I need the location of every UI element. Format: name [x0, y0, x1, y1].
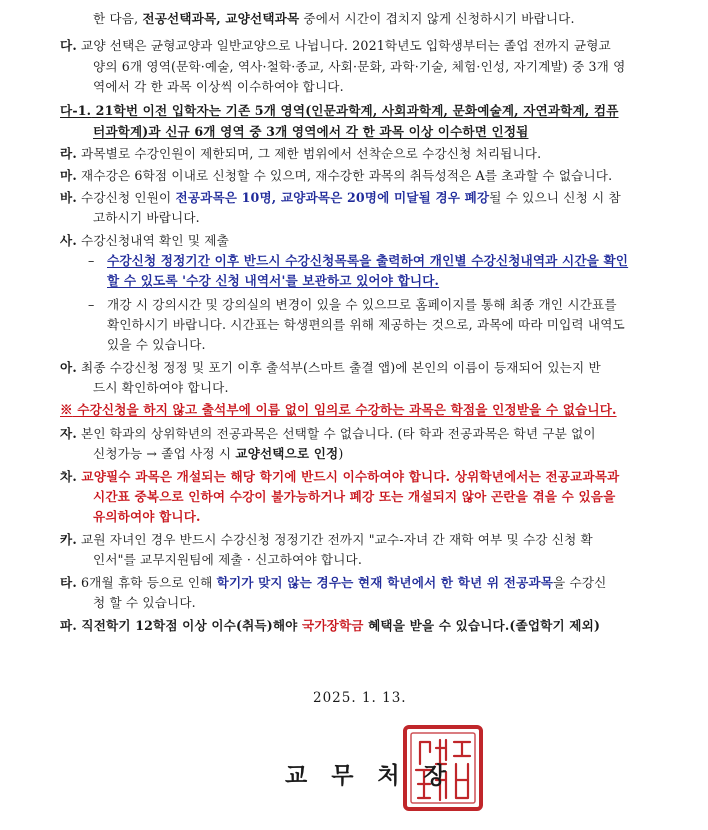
notice-item-da: 다. 교양 선택은 균형교양과 일반교양으로 나뉩니다. 2021학년도 입학생부터는 졸업 전까지 균형교: [60, 38, 611, 53]
notice-item-pa: 파. 직전학기 12학점 이상 이수(취득)해야 국가장학금 혜택을 받을 수 있습니다.(졸업학기 제외): [60, 618, 601, 633]
notice-line: 할 수 있도록 '수강 신청 내역서'를 보관하고 있어야 합니다.: [107, 273, 440, 288]
notice-bullet-dash: –: [88, 253, 95, 268]
notice-item-ra: 라. 과목별로 수강인원이 제한되며, 그 제한 범위에서 선착순으로 수강신청 처리됩니다.: [60, 146, 542, 161]
notice-line: 드시 확인하여야 합니다.: [93, 380, 229, 395]
notice-line: 역에서 각 한 과목 이상씩 이수하여야 합니다.: [93, 79, 344, 94]
issuing-office: 교무처장: [285, 762, 470, 789]
notice-warning: ※ 수강신청을 하지 않고 출석부에 이름 없이 임의로 수강하는 과목은 학점을 인정받을 수 없습니다.: [60, 402, 617, 417]
notice-line: 터과학계)과 신규 6개 영역 중 3개 영역에서 각 한 과목 이상 이수하면 인정됨: [93, 124, 529, 139]
notice-item-ta: 타. 6개월 휴학 등으로 인해 학기가 맞지 않는 경우는 현재 학년에서 한 학년 위 전공과목을 수강신: [60, 575, 607, 590]
notice-item-ja: 자. 본인 학과의 상위학년의 전공과목은 선택할 수 없습니다. (타 학과 전공과목은 학년 구분 없이: [60, 426, 596, 441]
notice-item-da-1: 다-1. 21학번 이전 입학자는 기존 5개 영역(인문과학계, 사회과학계, 문화예술계, 자연과학계, 컴퓨: [60, 103, 619, 118]
notice-item-a: 아. 최종 수강신청 정정 및 포기 이후 출석부(스마트 출결 앱)에 본인의 이름이 등재되어 있는지 반: [60, 360, 601, 375]
notice-line: 신청가능 → 졸업 사정 시 교양선택으로 인정): [93, 446, 344, 461]
notice-line: 한 다음, 전공선택과목, 교양선택과목 중에서 시간이 겹치지 않게 신청하시기 바랍니다.: [93, 11, 575, 26]
notice-item-ba: 바. 수강신청 인원이 전공과목은 10명, 교양과목은 20명에 미달될 경우 폐강될 수 있으니 신청 시 참: [60, 190, 621, 205]
notice-line: 확인하시기 바랍니다. 시간표는 학생편의를 위해 제공하는 것으로, 과목에 따라 미입력 내역도: [107, 317, 625, 332]
notice-item-cha: 차. 교양필수 과목은 개설되는 해당 학기에 반드시 이수하여야 합니다. 상위학년에서는 전공교과목과: [60, 469, 620, 484]
notice-line: 있을 수 있습니다.: [107, 337, 206, 352]
notice-line: 인서"를 교무지원팀에 제출 · 신고하여야 합니다.: [93, 552, 363, 567]
notice-line: 고하시기 바랍니다.: [93, 210, 200, 225]
notice-line: 유의하여야 합니다.: [93, 509, 201, 524]
notice-item-ka: 카. 교원 자녀인 경우 반드시 수강신청 정정기간 전까지 "교수-자녀 간 재학 여부 및 수강 신청 확: [60, 532, 593, 547]
notice-bullet-dash: –: [88, 297, 95, 312]
notice-item-ma: 마. 재수강은 6학점 이내로 신청할 수 있으며, 재수강한 과목의 취득성적은 A를 초과할 수 없습니다.: [60, 168, 613, 183]
notice-line: 양의 6개 영역(문학·예술, 역사·철학·종교, 사회·문화, 과학·기술, 체험·인성, 자기계발) 중 3개 영: [93, 59, 626, 74]
notice-line: 시간표 중복으로 인하여 수강이 불가능하거나 폐강 또는 개설되지 않아 곤란을 겪을 수 있음을: [93, 489, 616, 504]
notice-line: 청 할 수 있습니다.: [93, 595, 196, 610]
notice-line: 수강신청 정정기간 이후 반드시 수강신청목록을 출력하여 개인별 수강신청내역과 시간을 확인: [107, 253, 629, 268]
notice-line: 개강 시 강의시간 및 강의실의 변경이 있을 수 있으므로 홈페이지를 통해 최종 개인 시간표를: [107, 297, 617, 312]
notice-item-sa: 사. 수강신청내역 확인 및 제출: [60, 233, 229, 248]
issue-date: 2025. 1. 13.: [313, 690, 407, 706]
